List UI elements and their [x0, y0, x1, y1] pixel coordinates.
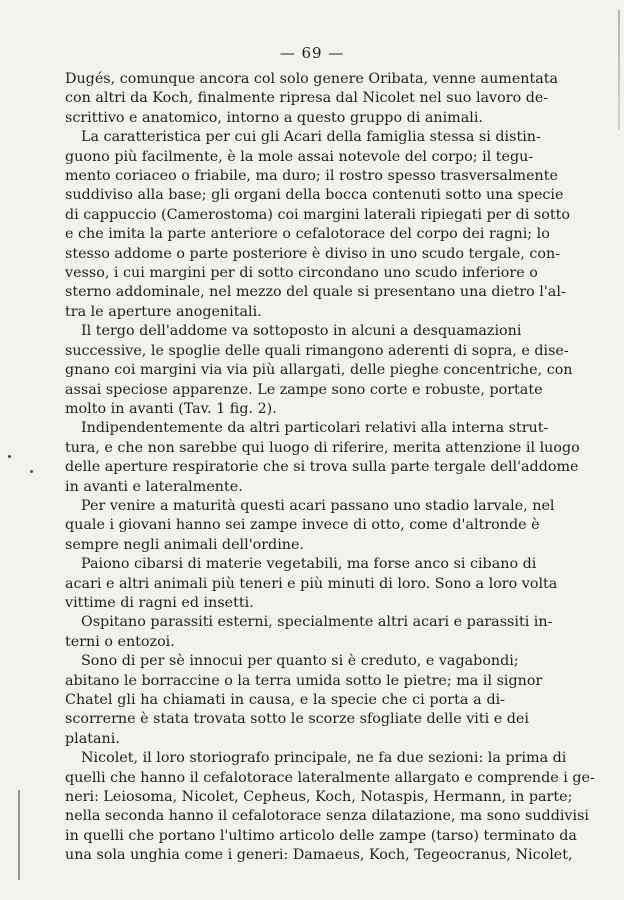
text-line: sterno addominale, nel mezzo del quale si presentano una dietro l'al- [65, 284, 566, 301]
margin-mark [18, 790, 20, 880]
text-line: platani. [65, 730, 120, 747]
text-line: e che imita la parte anteriore o cefalotorace del corpo dei ragni; lo [65, 226, 550, 243]
text-line: vesso, i cui margini per di sotto circondano uno scudo inferiore o [65, 265, 538, 282]
text-line: Chatel gli ha chiamati in causa, e la specie che ci porta a di- [65, 692, 505, 708]
margin-speck [30, 470, 33, 473]
text-line: con altri da Koch, finalmente ripresa dal Nicolet nel suo lavoro de- [65, 90, 549, 107]
text-line: assai speciose apparenze. Le zampe sono corte e robuste, portate [65, 381, 543, 398]
text-line: tura, e che non sarebbe qui luogo di riferire, merita attenzione il luogo [65, 439, 580, 456]
text-line: terni o entozoi. [65, 633, 175, 650]
text-line: Indipendentemente da altri particolari relativi alla interna strut- [81, 420, 549, 437]
margin-speck [8, 455, 11, 458]
text-line: Per venire a maturità questi acari passano uno stadio larvale, nel [81, 497, 555, 514]
text-line: sempre negli animali dell'ordine. [65, 536, 304, 553]
text-line: Il tergo dell'addome va sottoposto in alcuni a desquamazioni [81, 323, 522, 340]
text-line: stesso addome o parte posteriore è diviso in uno scudo tergale, con- [65, 245, 561, 262]
text-line: abitano le borraccine o la terra umida sotto le pietre; ma il signor [65, 672, 543, 689]
text-line: in avanti e lateralmente. [65, 478, 243, 495]
text-line: Sono di per sè innocui per quanto si è creduto, e vagabondi; [81, 653, 519, 670]
text-line: scorrerne è stata trovata sotto le scorze sfogliate delle viti e dei [65, 711, 529, 728]
text-line: Ospitano parassiti esterni, specialmente altri acari e parassiti in- [81, 614, 553, 631]
text-line: nella seconda hanno il cefalotorace senza dilatazione, ma sono suddivisi [65, 808, 589, 825]
text-line: tra le aperture anogenitali. [65, 303, 262, 320]
page-number: — 69 — [279, 44, 345, 62]
text-line: Nicolet, il loro storiografo principale, ne fa due sezioni: la prima di [81, 750, 567, 767]
text-line: quale i giovani hanno sei zampe invece di otto, come d'altronde è [65, 517, 540, 534]
body-text [65, 70, 595, 866]
text-line: delle aperture respiratorie che si trova sulla parte tergale dell'addome [65, 459, 579, 476]
text-line: in quelli che portano l'ultimo articolo delle zampe (tarso) terminato da [65, 827, 577, 844]
text-line: gnano coi margini via via più allargati, delle pieghe concentriche, con [65, 362, 573, 379]
text-line: guono più facilmente, è la mole assai notevole del corpo; il tegu- [65, 148, 534, 165]
text-line: una sola unghia come i generi: Damaeus, Koch, Tegeocranus, Nicolet, [65, 847, 573, 864]
text-line: di cappuccio (Camerostoma) coi margini laterali ripiegati per di sotto [65, 206, 570, 223]
page-edge-shadow [618, 10, 620, 130]
text-line: suddiviso alla base; gli organi della bocca contenuti sotto una specie [65, 187, 564, 204]
text-line: vittime di ragni ed insetti. [65, 594, 254, 611]
text-line: mento coriaceo o friabile, ma duro; il rostro spesso trasversalmente [65, 168, 558, 185]
text-line: Paiono cibarsi di materie vegetabili, ma forse anco si cibano di [81, 556, 537, 573]
text-line: acari e altri animali più teneri e più minuti di loro. Sono a loro volta [65, 575, 558, 592]
text-line: La caratteristica per cui gli Acari della famiglia stessa si distin- [81, 129, 541, 146]
text-line: Dugés, comunque ancora col solo genere Oribata, venne aumentata [65, 71, 559, 87]
text-line: molto in avanti (Tav. 1 fig. 2). [65, 400, 277, 417]
text-line: successive, le spoglie delle quali rimangono aderenti di sopra, e dise- [65, 342, 569, 359]
text-line: neri: Leiosoma, Nicolet, Cepheus, Koch, Notaspis, Hermann, in parte; [65, 789, 573, 806]
text-line: quelli che hanno il cefalotorace lateralmente allargato e comprende i ge- [65, 769, 595, 786]
text-line: scrittivo e anatomico, intorno a questo gruppo di animali. [65, 109, 483, 126]
